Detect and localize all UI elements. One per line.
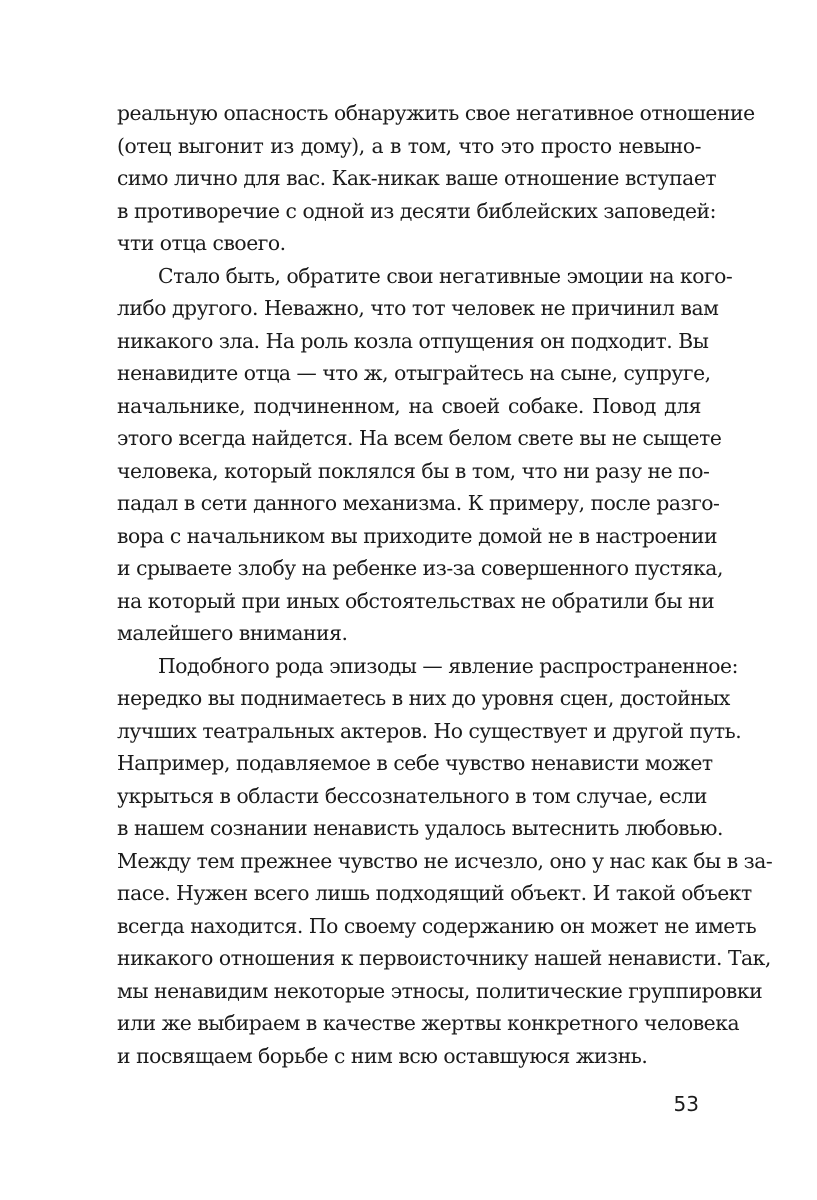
text-line: лучших театральных актеров. Но существует и другой путь. [117,718,742,743]
text-line: человека, который поклялся бы в том, что ни разу не по- [117,458,710,483]
text-line: либо другого. Неважно, что тот человек не причинил вам [117,296,719,320]
text-line: чти отца своего. [117,231,286,255]
text-line: реальную опасность обнаружить свое негативное отношение [117,101,755,125]
text-line: Например, подавляемое в себе чувство ненависти может [117,751,713,775]
text-line: этого всегда найдется. На всем белом свете вы не сыщете [117,426,722,450]
text-line: всегда находится. По своему содержанию он может не иметь [117,913,757,938]
text-line: и срываете злобу на ребенке из-за совершенного пустяка, [117,556,723,580]
text-line: Подобного рода эпизоды — явление распространенное: [158,653,738,678]
text-line: и посвящаем борьбе с ним всю оставшуюся жизнь. [117,1043,648,1068]
text-line: симо лично для вас. Как-никак ваше отношение вступает [117,166,717,190]
text-line: мы ненавидим некоторые этносы, политические группировки [117,978,763,1003]
text-line: пасе. Нужен всего лишь подходящий объект. И такой объект [117,881,752,905]
page-number: 53 [673,1092,699,1116]
text-line: нередко вы поднимаетесь в них до уровня сцен, достойных [117,686,730,710]
body-text [117,97,773,1072]
text-line: Стало быть, обратите свои негативные эмоции на кого- [158,263,733,288]
text-line: вора с начальником вы приходите домой не в настроении [117,523,718,548]
text-line: падал в сети данного механизма. К примеру, после разго- [117,491,720,515]
text-line: в нашем сознании ненависть удалось вытеснить любовью. [117,816,723,840]
text-line: в противоречие с одной из десяти библейских заповедей: [117,198,716,223]
text-line: или же выбираем в качестве жертвы конкретного человека [117,1011,740,1035]
text-line: никакого зла. На роль козла отпущения он подходит. Вы [117,328,709,353]
text-line: Между тем прежнее чувство не исчезло, оно у нас как бы в за- [117,848,773,873]
text-line: никакого отношения к первоисточнику нашей ненависти. Так, [117,946,771,970]
text-line: ненавидите отца — что ж, отыграйтесь на сыне, супруге, [117,361,711,385]
text-line: начальнике, подчиненном, на своей собаке. Повод для [117,393,701,418]
text-line: на который при иных обстоятельствах не обратили бы ни [117,588,715,613]
text-line: укрыться в области бессознательного в том случае, если [117,783,707,808]
text-line: (отец выгонит из дому), а в том, что это просто невыно- [117,133,701,158]
text-line: малейшего внимания. [117,621,348,645]
